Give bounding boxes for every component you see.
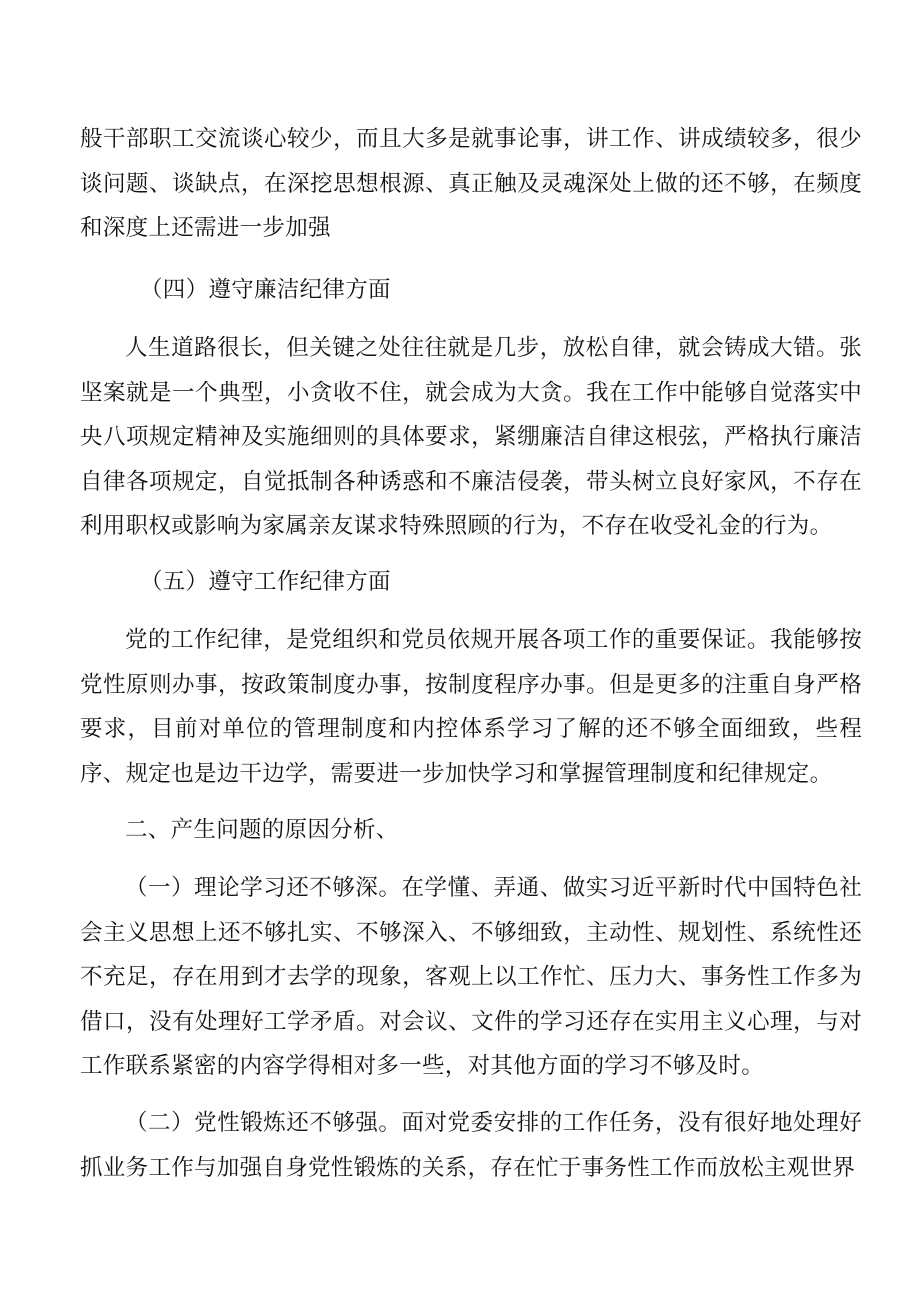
body-paragraph-1: 般干部职工交流谈心较少，而且大多是就事论事，讲工作、讲成绩较多，很少谈问题、谈缺点，在深挖思想根源、真正触及灵魂深处上做的还不够，在频度和深度上还需进一步加强 (80, 126, 862, 241)
section-heading-4: （四）遵守廉洁纪律方面 (140, 277, 391, 303)
chapter-heading-2: 二、产生问题的原因分析、 (125, 817, 399, 843)
body-paragraph-2: 人生道路很长，但关键之处往往就是几步，放松自律，就会铸成大错。张坚案就是一个典型，小贪收不住，就会成为大贪。我在工作中能够自觉落实中央八项规定精神及实施细则的具体要求，紧绷廉洁自律这根弦，严格执行廉洁自律各项规定，自觉抵制各种诱惑和不廉洁侵袭，带头树立良好家风，不存在利用职权或影响为家属亲友谋求特殊照顾的行为，不存在收受礼金的行为。 (80, 335, 862, 539)
section-heading-5: （五）遵守工作纪律方面 (140, 569, 391, 595)
body-paragraph-5: （二）党性锻炼还不够强。面对党委安排的工作任务，没有很好地处理好抓业务工作与加强自身党性锻炼的关系，存在忙于事务性工作而放松主观世界 (80, 1110, 862, 1181)
body-paragraph-4: （一）理论学习还不够深。在学懂、弄通、做实习近平新时代中国特色社会主义思想上还不够扎实、不够深入、不够细致，主动性、规划性、系统性还不充足，存在用到才去学的现象，客观上以工作忙、压力大、事务性工作多为借口，没有处理好工学矛盾。对会议、文件的学习还存在实用主义心理，与对工作联系紧密的内容学得相对多一些，对其他方面的学习不够及时。 (80, 875, 862, 1079)
body-paragraph-3: 党的工作纪律，是党组织和党员依规开展各项工作的重要保证。我能够按党性原则办事，按政策制度办事，按制度程序办事。但是更多的注重自身严格要求，目前对单位的管理制度和内控体系学习了解的还不够全面细致，些程序、规定也是边干边学，需要进一步加快学习和掌握管理制度和纪律规定。 (80, 627, 862, 787)
